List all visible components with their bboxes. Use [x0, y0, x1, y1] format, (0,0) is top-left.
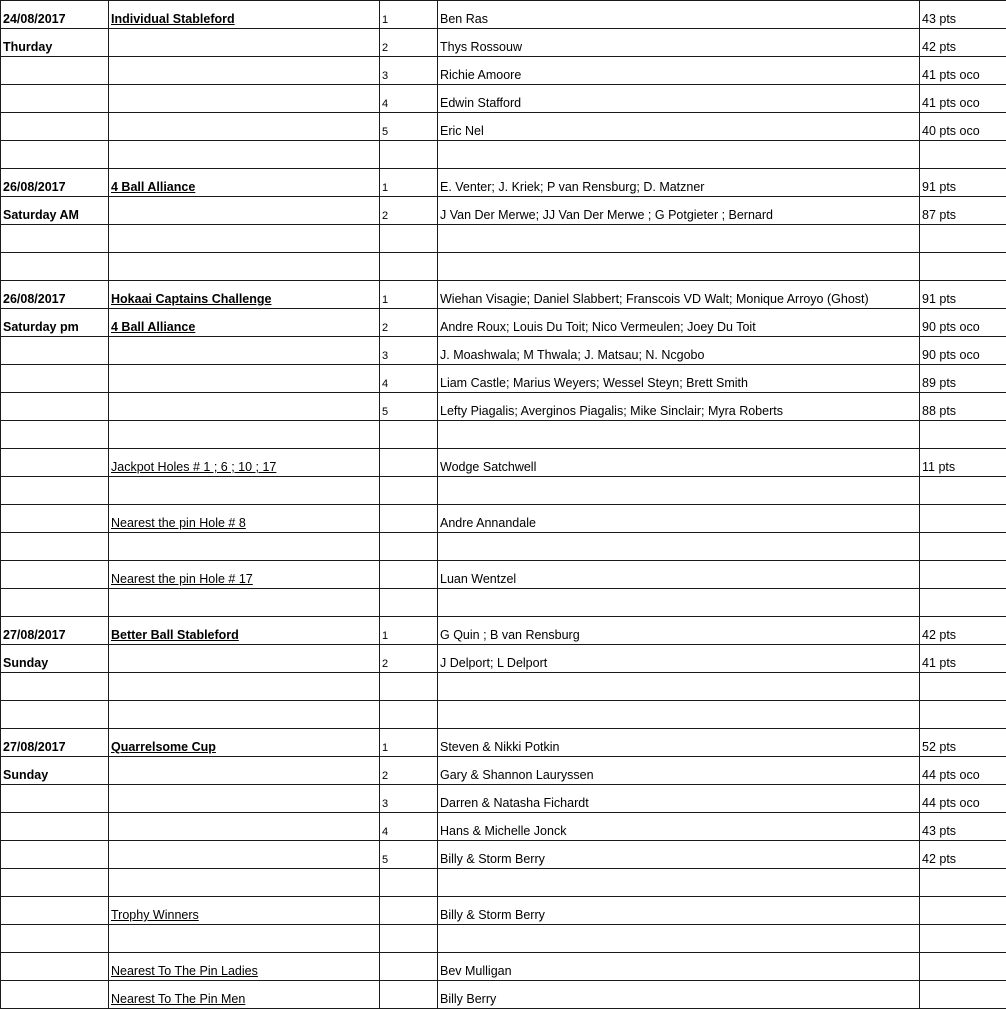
- table-row: [1, 617, 1006, 645]
- score-cell: 43 pts: [920, 1, 1006, 29]
- score-cell: [920, 869, 1006, 897]
- position-cell: [380, 505, 438, 533]
- position-cell: [380, 869, 438, 897]
- table-row: [1, 365, 1006, 393]
- date-cell: [1, 925, 109, 953]
- score-cell: 87 pts: [920, 197, 1006, 225]
- event-cell: [109, 533, 380, 561]
- player-names-cell: Bev Mulligan: [438, 953, 920, 981]
- position-cell: [380, 225, 438, 253]
- date-cell: [1, 897, 109, 925]
- table-row: [1, 757, 1006, 785]
- table-row: [1, 337, 1006, 365]
- position-cell: 4: [380, 85, 438, 113]
- table-row: [1, 841, 1006, 869]
- position-cell: 1: [380, 729, 438, 757]
- player-names-cell: Eric Nel: [438, 113, 920, 141]
- table-row: [1, 253, 1006, 281]
- score-cell: 43 pts: [920, 813, 1006, 841]
- position-cell: [380, 421, 438, 449]
- position-cell: 2: [380, 29, 438, 57]
- position-cell: [380, 701, 438, 729]
- score-cell: [920, 505, 1006, 533]
- date-cell: [1, 561, 109, 589]
- date-cell: [1, 813, 109, 841]
- position-cell: [380, 925, 438, 953]
- event-cell: [109, 701, 380, 729]
- score-cell: 42 pts: [920, 841, 1006, 869]
- position-cell: 1: [380, 617, 438, 645]
- date-cell: [1, 393, 109, 421]
- score-cell: [920, 141, 1006, 169]
- player-names-cell: Hans & Michelle Jonck: [438, 813, 920, 841]
- event-cell: [109, 141, 380, 169]
- player-names-cell: Lefty Piagalis; Averginos Piagalis; Mike Sinclair; Myra Roberts: [438, 393, 920, 421]
- score-cell: 42 pts: [920, 29, 1006, 57]
- event-cell: [109, 421, 380, 449]
- position-cell: 4: [380, 813, 438, 841]
- table-row: [1, 813, 1006, 841]
- position-cell: [380, 897, 438, 925]
- position-cell: 2: [380, 197, 438, 225]
- score-cell: [920, 897, 1006, 925]
- player-names-cell: J Delport; L Delport: [438, 645, 920, 673]
- date-cell: [1, 141, 109, 169]
- date-cell: [1, 533, 109, 561]
- player-names-cell: [438, 533, 920, 561]
- table-row: [1, 1, 1006, 29]
- score-cell: 90 pts oco: [920, 337, 1006, 365]
- score-cell: 11 pts: [920, 449, 1006, 477]
- position-cell: 2: [380, 757, 438, 785]
- date-cell: [1, 365, 109, 393]
- date-cell: [1, 869, 109, 897]
- position-cell: 5: [380, 393, 438, 421]
- position-cell: [380, 561, 438, 589]
- table-row: [1, 729, 1006, 757]
- event-cell: Better Ball Stableford: [109, 617, 380, 645]
- player-names-cell: Wiehan Visagie; Daniel Slabbert; Franscois VD Walt; Monique Arroyo (Ghost): [438, 281, 920, 309]
- position-cell: [380, 589, 438, 617]
- score-cell: 89 pts: [920, 365, 1006, 393]
- date-cell: [1, 113, 109, 141]
- position-cell: [380, 141, 438, 169]
- score-cell: 41 pts oco: [920, 57, 1006, 85]
- date-cell: [1, 477, 109, 505]
- date-cell: 24/08/2017: [1, 1, 109, 29]
- event-cell: [109, 365, 380, 393]
- date-cell: Sunday: [1, 645, 109, 673]
- score-cell: [920, 561, 1006, 589]
- event-cell: [109, 29, 380, 57]
- event-cell: [109, 225, 380, 253]
- player-names-cell: [438, 673, 920, 701]
- score-cell: [920, 533, 1006, 561]
- table-row: [1, 477, 1006, 505]
- score-cell: 41 pts: [920, 645, 1006, 673]
- player-names-cell: [438, 253, 920, 281]
- date-cell: [1, 337, 109, 365]
- player-names-cell: [438, 225, 920, 253]
- event-cell: [109, 253, 380, 281]
- position-cell: 1: [380, 281, 438, 309]
- table-row: [1, 897, 1006, 925]
- position-cell: [380, 449, 438, 477]
- player-names-cell: J Van Der Merwe; JJ Van Der Merwe ; G Potgieter ; Bernard: [438, 197, 920, 225]
- table-row: [1, 393, 1006, 421]
- position-cell: [380, 981, 438, 1009]
- score-cell: [920, 953, 1006, 981]
- table-row: [1, 701, 1006, 729]
- event-cell: Nearest the pin Hole # 17: [109, 561, 380, 589]
- event-cell: 4 Ball Alliance: [109, 169, 380, 197]
- table-row: [1, 169, 1006, 197]
- player-names-cell: Wodge Satchwell: [438, 449, 920, 477]
- event-cell: [109, 757, 380, 785]
- event-cell: 4 Ball Alliance: [109, 309, 380, 337]
- score-cell: 52 pts: [920, 729, 1006, 757]
- date-cell: [1, 449, 109, 477]
- player-names-cell: [438, 925, 920, 953]
- position-cell: [380, 533, 438, 561]
- player-names-cell: Andre Roux; Louis Du Toit; Nico Vermeulen; Joey Du Toit: [438, 309, 920, 337]
- player-names-cell: E. Venter; J. Kriek; P van Rensburg; D. Matzner: [438, 169, 920, 197]
- date-cell: 26/08/2017: [1, 169, 109, 197]
- event-cell: [109, 85, 380, 113]
- score-cell: [920, 673, 1006, 701]
- position-cell: 3: [380, 337, 438, 365]
- date-cell: [1, 701, 109, 729]
- position-cell: [380, 477, 438, 505]
- table-row: [1, 505, 1006, 533]
- player-names-cell: [438, 141, 920, 169]
- position-cell: 5: [380, 841, 438, 869]
- score-cell: [920, 589, 1006, 617]
- score-cell: [920, 925, 1006, 953]
- event-cell: [109, 673, 380, 701]
- score-cell: 91 pts: [920, 281, 1006, 309]
- position-cell: 1: [380, 1, 438, 29]
- player-names-cell: Richie Amoore: [438, 57, 920, 85]
- table-row: [1, 225, 1006, 253]
- score-cell: [920, 225, 1006, 253]
- event-cell: Nearest To The Pin Ladies: [109, 953, 380, 981]
- score-cell: 44 pts oco: [920, 757, 1006, 785]
- player-names-cell: [438, 421, 920, 449]
- event-cell: [109, 477, 380, 505]
- table-row: [1, 421, 1006, 449]
- event-cell: Nearest the pin Hole # 8: [109, 505, 380, 533]
- event-cell: Hokaai Captains Challenge: [109, 281, 380, 309]
- table-row: [1, 113, 1006, 141]
- player-names-cell: [438, 701, 920, 729]
- position-cell: 1: [380, 169, 438, 197]
- position-cell: [380, 673, 438, 701]
- score-cell: 40 pts oco: [920, 113, 1006, 141]
- player-names-cell: Darren & Natasha Fichardt: [438, 785, 920, 813]
- score-cell: [920, 253, 1006, 281]
- player-names-cell: J. Moashwala; M Thwala; J. Matsau; N. Ncgobo: [438, 337, 920, 365]
- table-row: [1, 869, 1006, 897]
- date-cell: [1, 981, 109, 1009]
- player-names-cell: [438, 589, 920, 617]
- event-cell: [109, 337, 380, 365]
- player-names-cell: Edwin Stafford: [438, 85, 920, 113]
- table-row: [1, 449, 1006, 477]
- table-row: [1, 85, 1006, 113]
- position-cell: 3: [380, 785, 438, 813]
- date-cell: [1, 673, 109, 701]
- event-cell: [109, 785, 380, 813]
- table-row: [1, 645, 1006, 673]
- table-row: [1, 925, 1006, 953]
- date-cell: 27/08/2017: [1, 729, 109, 757]
- player-names-cell: Billy Berry: [438, 981, 920, 1009]
- table-row: [1, 309, 1006, 337]
- score-cell: [920, 477, 1006, 505]
- score-cell: 88 pts: [920, 393, 1006, 421]
- score-cell: 41 pts oco: [920, 85, 1006, 113]
- player-names-cell: [438, 477, 920, 505]
- table-row: [1, 57, 1006, 85]
- table-row: [1, 29, 1006, 57]
- table-row: [1, 673, 1006, 701]
- position-cell: 2: [380, 309, 438, 337]
- player-names-cell: Gary & Shannon Lauryssen: [438, 757, 920, 785]
- date-cell: Thurday: [1, 29, 109, 57]
- table-row: [1, 533, 1006, 561]
- date-cell: [1, 85, 109, 113]
- position-cell: 2: [380, 645, 438, 673]
- event-cell: Quarrelsome Cup: [109, 729, 380, 757]
- date-cell: [1, 225, 109, 253]
- score-cell: [920, 701, 1006, 729]
- event-cell: Nearest To The Pin Men: [109, 981, 380, 1009]
- position-cell: 4: [380, 365, 438, 393]
- event-cell: Jackpot Holes # 1 ; 6 ; 10 ; 17: [109, 449, 380, 477]
- table-row: [1, 561, 1006, 589]
- player-names-cell: Billy & Storm Berry: [438, 897, 920, 925]
- event-cell: [109, 869, 380, 897]
- position-cell: [380, 253, 438, 281]
- date-cell: Sunday: [1, 757, 109, 785]
- date-cell: [1, 253, 109, 281]
- player-names-cell: Thys Rossouw: [438, 29, 920, 57]
- event-cell: [109, 57, 380, 85]
- score-cell: 42 pts: [920, 617, 1006, 645]
- date-cell: Saturday AM: [1, 197, 109, 225]
- player-names-cell: Steven & Nikki Potkin: [438, 729, 920, 757]
- table-row: [1, 981, 1006, 1009]
- date-cell: [1, 57, 109, 85]
- date-cell: [1, 589, 109, 617]
- event-cell: [109, 197, 380, 225]
- player-names-cell: Andre Annandale: [438, 505, 920, 533]
- date-cell: 26/08/2017: [1, 281, 109, 309]
- player-names-cell: Liam Castle; Marius Weyers; Wessel Steyn; Brett Smith: [438, 365, 920, 393]
- date-cell: [1, 841, 109, 869]
- score-cell: 44 pts oco: [920, 785, 1006, 813]
- date-cell: 27/08/2017: [1, 617, 109, 645]
- event-cell: [109, 645, 380, 673]
- player-names-cell: G Quin ; B van Rensburg: [438, 617, 920, 645]
- table-row: [1, 785, 1006, 813]
- event-cell: Individual Stableford: [109, 1, 380, 29]
- table-row: [1, 197, 1006, 225]
- date-cell: [1, 953, 109, 981]
- event-cell: [109, 393, 380, 421]
- score-cell: 90 pts oco: [920, 309, 1006, 337]
- score-cell: [920, 981, 1006, 1009]
- date-cell: Saturday pm: [1, 309, 109, 337]
- event-cell: [109, 925, 380, 953]
- player-names-cell: Luan Wentzel: [438, 561, 920, 589]
- position-cell: [380, 953, 438, 981]
- score-cell: 91 pts: [920, 169, 1006, 197]
- date-cell: [1, 785, 109, 813]
- table-row: [1, 141, 1006, 169]
- table-row: [1, 281, 1006, 309]
- player-names-cell: [438, 869, 920, 897]
- event-cell: Trophy Winners: [109, 897, 380, 925]
- table-row: [1, 953, 1006, 981]
- player-names-cell: Billy & Storm Berry: [438, 841, 920, 869]
- event-cell: [109, 841, 380, 869]
- table-row: [1, 589, 1006, 617]
- date-cell: [1, 421, 109, 449]
- results-body: [1, 1, 1006, 1009]
- event-cell: [109, 113, 380, 141]
- player-names-cell: Ben Ras: [438, 1, 920, 29]
- score-cell: [920, 421, 1006, 449]
- event-cell: [109, 589, 380, 617]
- date-cell: [1, 505, 109, 533]
- position-cell: 5: [380, 113, 438, 141]
- event-cell: [109, 813, 380, 841]
- position-cell: 3: [380, 57, 438, 85]
